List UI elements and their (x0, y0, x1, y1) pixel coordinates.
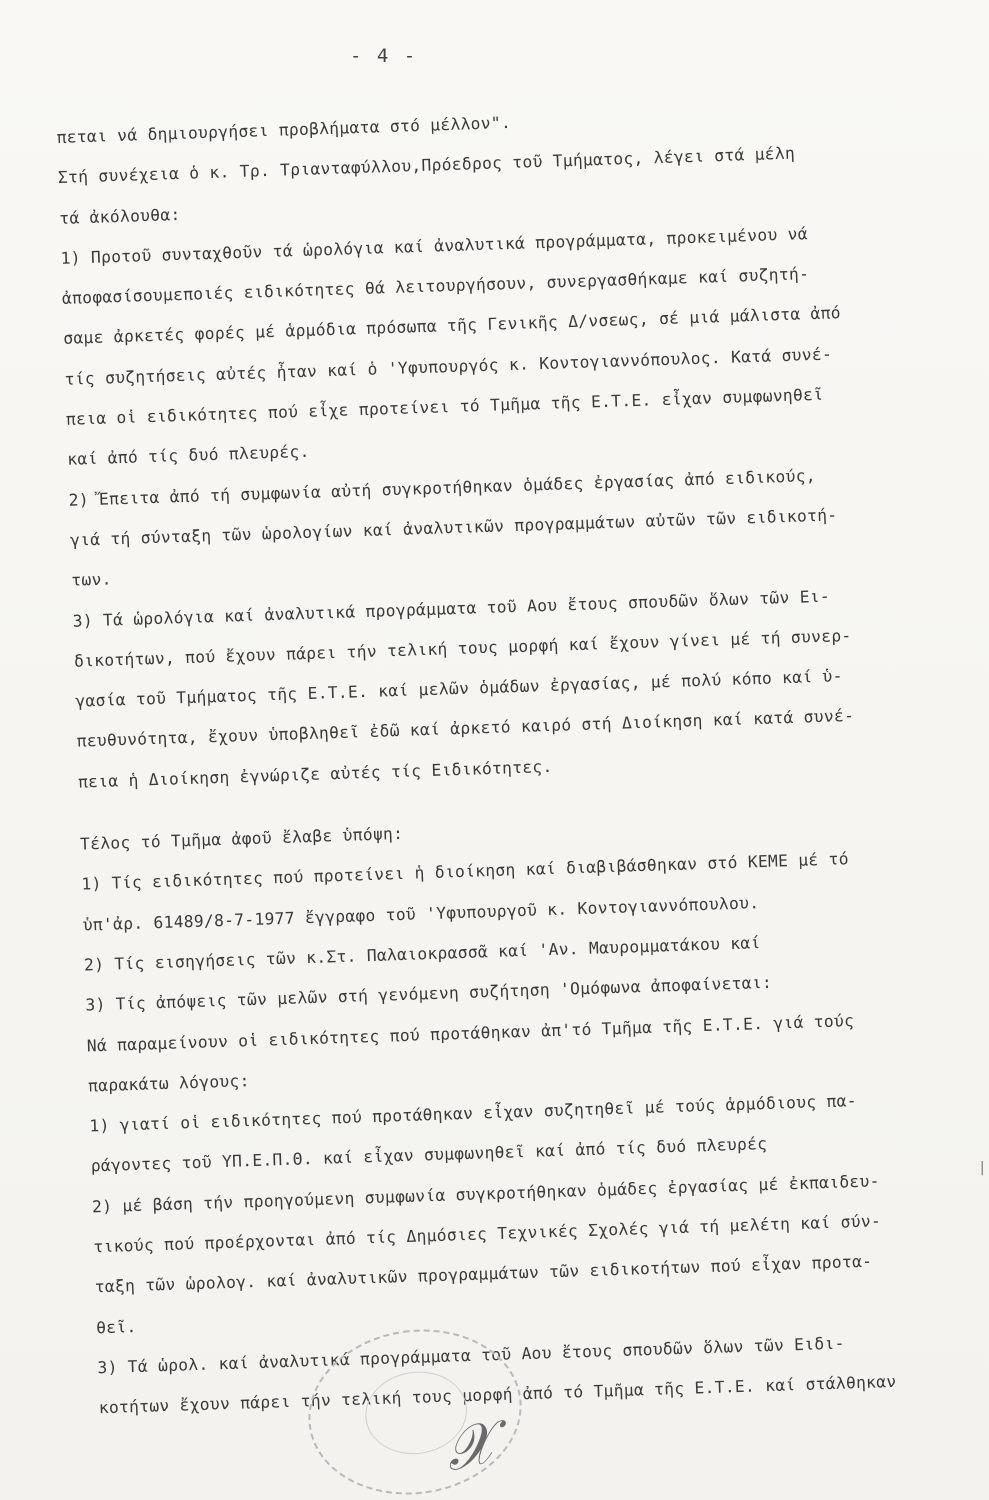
text-line: Νά παραμείνουν οἱ ειδικότητες πού προτάθηκαν ἀπ'τό Τμῆμα τῆς Ε.Τ.Ε. γιά τούς (86, 1010, 855, 1056)
text-line: 3) Τίς ἀπόψεις τῶν μελῶν στή γενόμενη συζήτηση 'Ομόφωνα ἀποφαίνεται: (85, 972, 773, 1015)
text-line: γασία τοῦ Τμήματος τῆς Ε.Τ.Ε. καί μελῶν ὁμάδων ἐργασίας, μέ πολύ κόπο καί ὑ- (75, 666, 844, 711)
text-line: γιά τή σύνταξη τῶν ὡρολογίων καί ἀναλυτικῶν προγραμμάτων αὐτῶν τῶν ειδικοτή- (69, 505, 838, 550)
text-line: Τέλος τό Τμῆμα ἀφοῦ ἔλαβε ὑπόψη: (79, 823, 404, 854)
text-line: ταξη τῶν ὡρολογ. καί ἀναλυτικῶν προγραμμάτων τῶν ειδικοτήτων πού εἶχαν προτα- (94, 1251, 873, 1297)
document-body (56, 88, 989, 1428)
text-line: 2) μέ βάση τήν προηγούμενη συμφωνία συγκροτήθηκαν ὁμάδες ἐργασίας μέ ἐκπαιδευ- (91, 1170, 880, 1217)
text-line: 2) Τίς εισηγήσεις τῶν κ.Στ. Παλαιοκρασσᾶ καί 'Αν. Μαυρομματάκου καί (83, 933, 761, 975)
text-line: πεια ἡ Διοίκηση ἐγνώριζε αὐτές τίς Ειδικότητες. (77, 756, 553, 792)
handwritten-signature: 𝒳 (438, 1407, 502, 1485)
text-line: σαμε ἀρκετές φορές μέ ἁρμόδια πρόσωπα τῆς Γενικῆς Δ/νσεως, σέ μιά μάλιστα ἀπό (63, 303, 842, 349)
text-line: κοτήτων ἔχουν πάρει τήν τελική τους μορφή ἀπό τό Τμῆμα τῆς Ε.Τ.Ε. καί στάλθηκαν (98, 1372, 897, 1418)
text-line: πευθυνότητα, ἔχουν ὑποβληθεῖ ἐδῶ καί ἀρκετό καιρό στή Διοίκηση καί κατά συνέ- (76, 706, 855, 752)
text-line: 1) Τίς ειδικότητες πού προτείνει ἡ διοίκηση καί διαβιβάσθηκαν στό ΚΕΜΕ μέ τό (81, 849, 850, 894)
page-number: - 4 - (350, 45, 418, 67)
margin-mark: | (978, 1160, 987, 1176)
text-line: Στή συνέχεια ὁ κ. Τρ. Τριανταφύλλου,Πρόεδρος τοῦ Τμήματος, λέγει στά μέλη (57, 143, 796, 188)
text-line: πεια οἱ ειδικότητες πού εἶχε προτείνει τό Τμῆμα τῆς Ε.Τ.Ε. εἶχαν συμφωνηθεῖ (65, 384, 824, 429)
text-line: ἀποφασίσουμεποιές ειδικότητες θά λειτουργήσουν, συνεργασθήκαμε καί συζητή- (61, 264, 810, 309)
text-line: δικοτήτων, πού ἔχουν πάρει τήν τελική τους μορφή καί ἔχουν γίνει μέ τή συνερ- (73, 625, 852, 671)
text-line: 1) Προτοῦ συνταχθοῦν τά ὡρολόγια καί ἀναλυτικά προγράμματα, προκειμένου νά (60, 224, 809, 268)
text-line: 1) γιατί οἱ ειδικότητες πού προτάθηκαν εἶχαν συζητηθεῖ μέ τούς ἁρμόδιους πα- (89, 1091, 858, 1136)
text-line: 3) Τά ὡρολ. καί ἀναλυτικά προγράμματα τοῦ Αου ἔτους σπουδῶν ὅλων τῶν Ειδι- (97, 1333, 845, 1378)
text-line: των. (71, 569, 113, 591)
text-line: τικούς πού προέρχονται ἀπό τίς Δημόσιες Τεχνικές Σχολές γιά τή μελέτη καί σύν- (93, 1211, 882, 1257)
text-line: θεῖ. (95, 1316, 137, 1337)
text-line: 3) Τά ὡρολόγια καί ἀναλυτικά προγράμματα τοῦ Αου ἔτους σπουδῶν ὅλων τῶν Ει- (72, 586, 831, 631)
text-line: τίς συζητήσεις αὐτές ἦταν καί ὁ 'Υφυπουργός κ. Κοντογιαννόπουλος. Κατά συνέ- (64, 344, 833, 389)
text-line: παρακάτω λόγους: (87, 1070, 250, 1096)
text-line: 2) Ἔπειτα ἀπό τή συμφωνία αὐτή συγκροτήθηκαν ὁμάδες ἐργασίας ἀπό ειδικούς, (68, 465, 817, 510)
text-line: καί ἀπό τίς δυό πλευρές. (67, 442, 310, 470)
text-line: τά ἀκόλουθα: (59, 204, 181, 228)
text-line: πεται νά δημιουργήσει προβλήματα στό μέλλον". (56, 112, 512, 147)
text-line: ράγοντες τοῦ ΥΠ.Ε.Π.Θ. καί εἶχαν συμφωνηθεῖ καί ἀπό τίς δυό πλευρές (90, 1134, 768, 1176)
text-line: ὑπ'ἀρ. 61489/8-7-1977 ἔγγραφο τοῦ 'Υφυπουργοῦ κ. Κοντογιαννόπουλου. (82, 892, 760, 935)
